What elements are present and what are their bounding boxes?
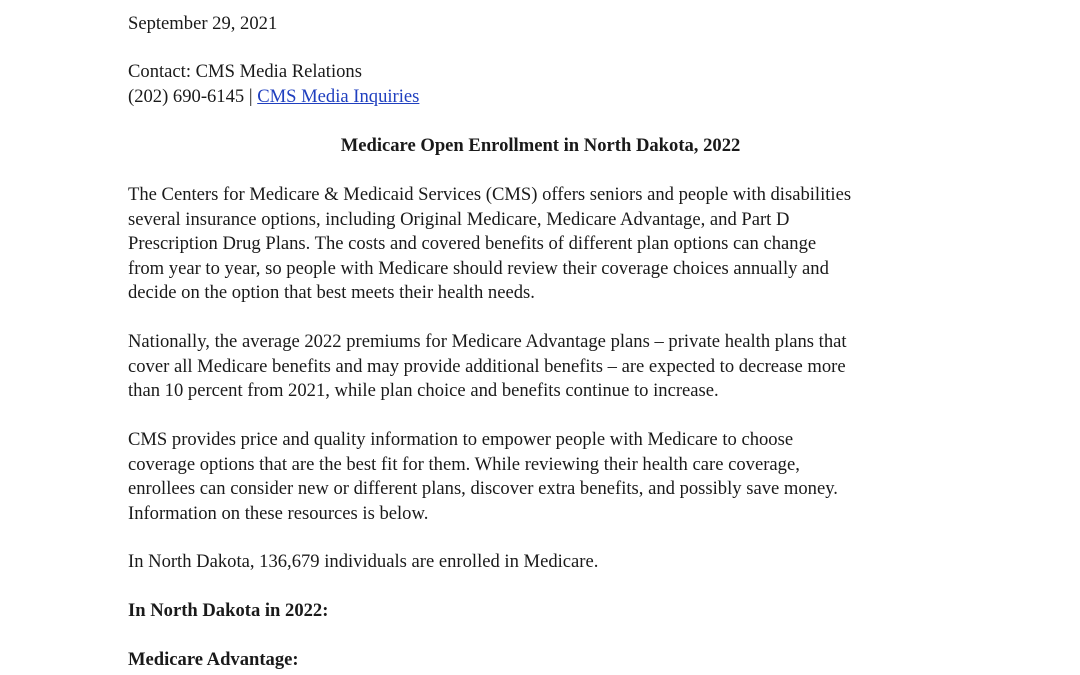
paragraph-cms-options [128,183,851,306]
paragraph-line: several insurance options, including Original Medicare, Medicare Advantage, and Part D [128,208,790,230]
paragraph-line: than 10 percent from 2021, while plan choice and benefits continue to increase. [128,380,719,401]
section-heading: In North Dakota in 2022: [128,600,329,621]
cms-media-inquiries-link[interactable]: CMS Media Inquiries [257,86,420,107]
subsection-heading: Medicare Advantage: [128,649,299,670]
paragraph-premiums [128,330,847,404]
release-date: September 29, 2021 [128,13,278,34]
paragraph-line: cover all Medicare benefits and may provide additional benefits – are expected to decrease more [128,355,846,377]
contact-line: Contact: CMS Media Relations [128,61,362,82]
document-title: Medicare Open Enrollment in North Dakota, 2022 [340,135,741,156]
paragraph-line: CMS provides price and quality information to empower people with Medicare to choose [128,429,794,450]
paragraph-line: coverage options that are the best fit for them. While reviewing their health care coverage, [128,453,800,475]
paragraph-line: Prescription Drug Plans. The costs and covered benefits of different plan options can change [128,233,817,254]
paragraph-line: The Centers for Medicare & Medicaid Services (CMS) offers seniors and people with disabilities [128,184,852,205]
paragraph-enrollment-count [128,550,598,575]
paragraph-line: In North Dakota, 136,679 individuals are enrolled in Medicare. [128,551,599,572]
paragraph-line: decide on the option that best meets their health needs. [128,282,535,303]
paragraph-line: enrollees can consider new or different plans, discover extra benefits, and possibly save money. [128,478,838,499]
paragraph-price-quality [128,428,838,526]
phone-line [128,85,419,110]
paragraph-line: Information on these resources is below. [128,502,429,524]
document-page [128,0,958,675]
phone-number: (202) 690-6145 | [128,86,258,107]
paragraph-line: from year to year, so people with Medicare should review their coverage choices annually and [128,257,829,279]
paragraph-line: Nationally, the average 2022 premiums for Medicare Advantage plans – private health plans that [128,331,847,352]
